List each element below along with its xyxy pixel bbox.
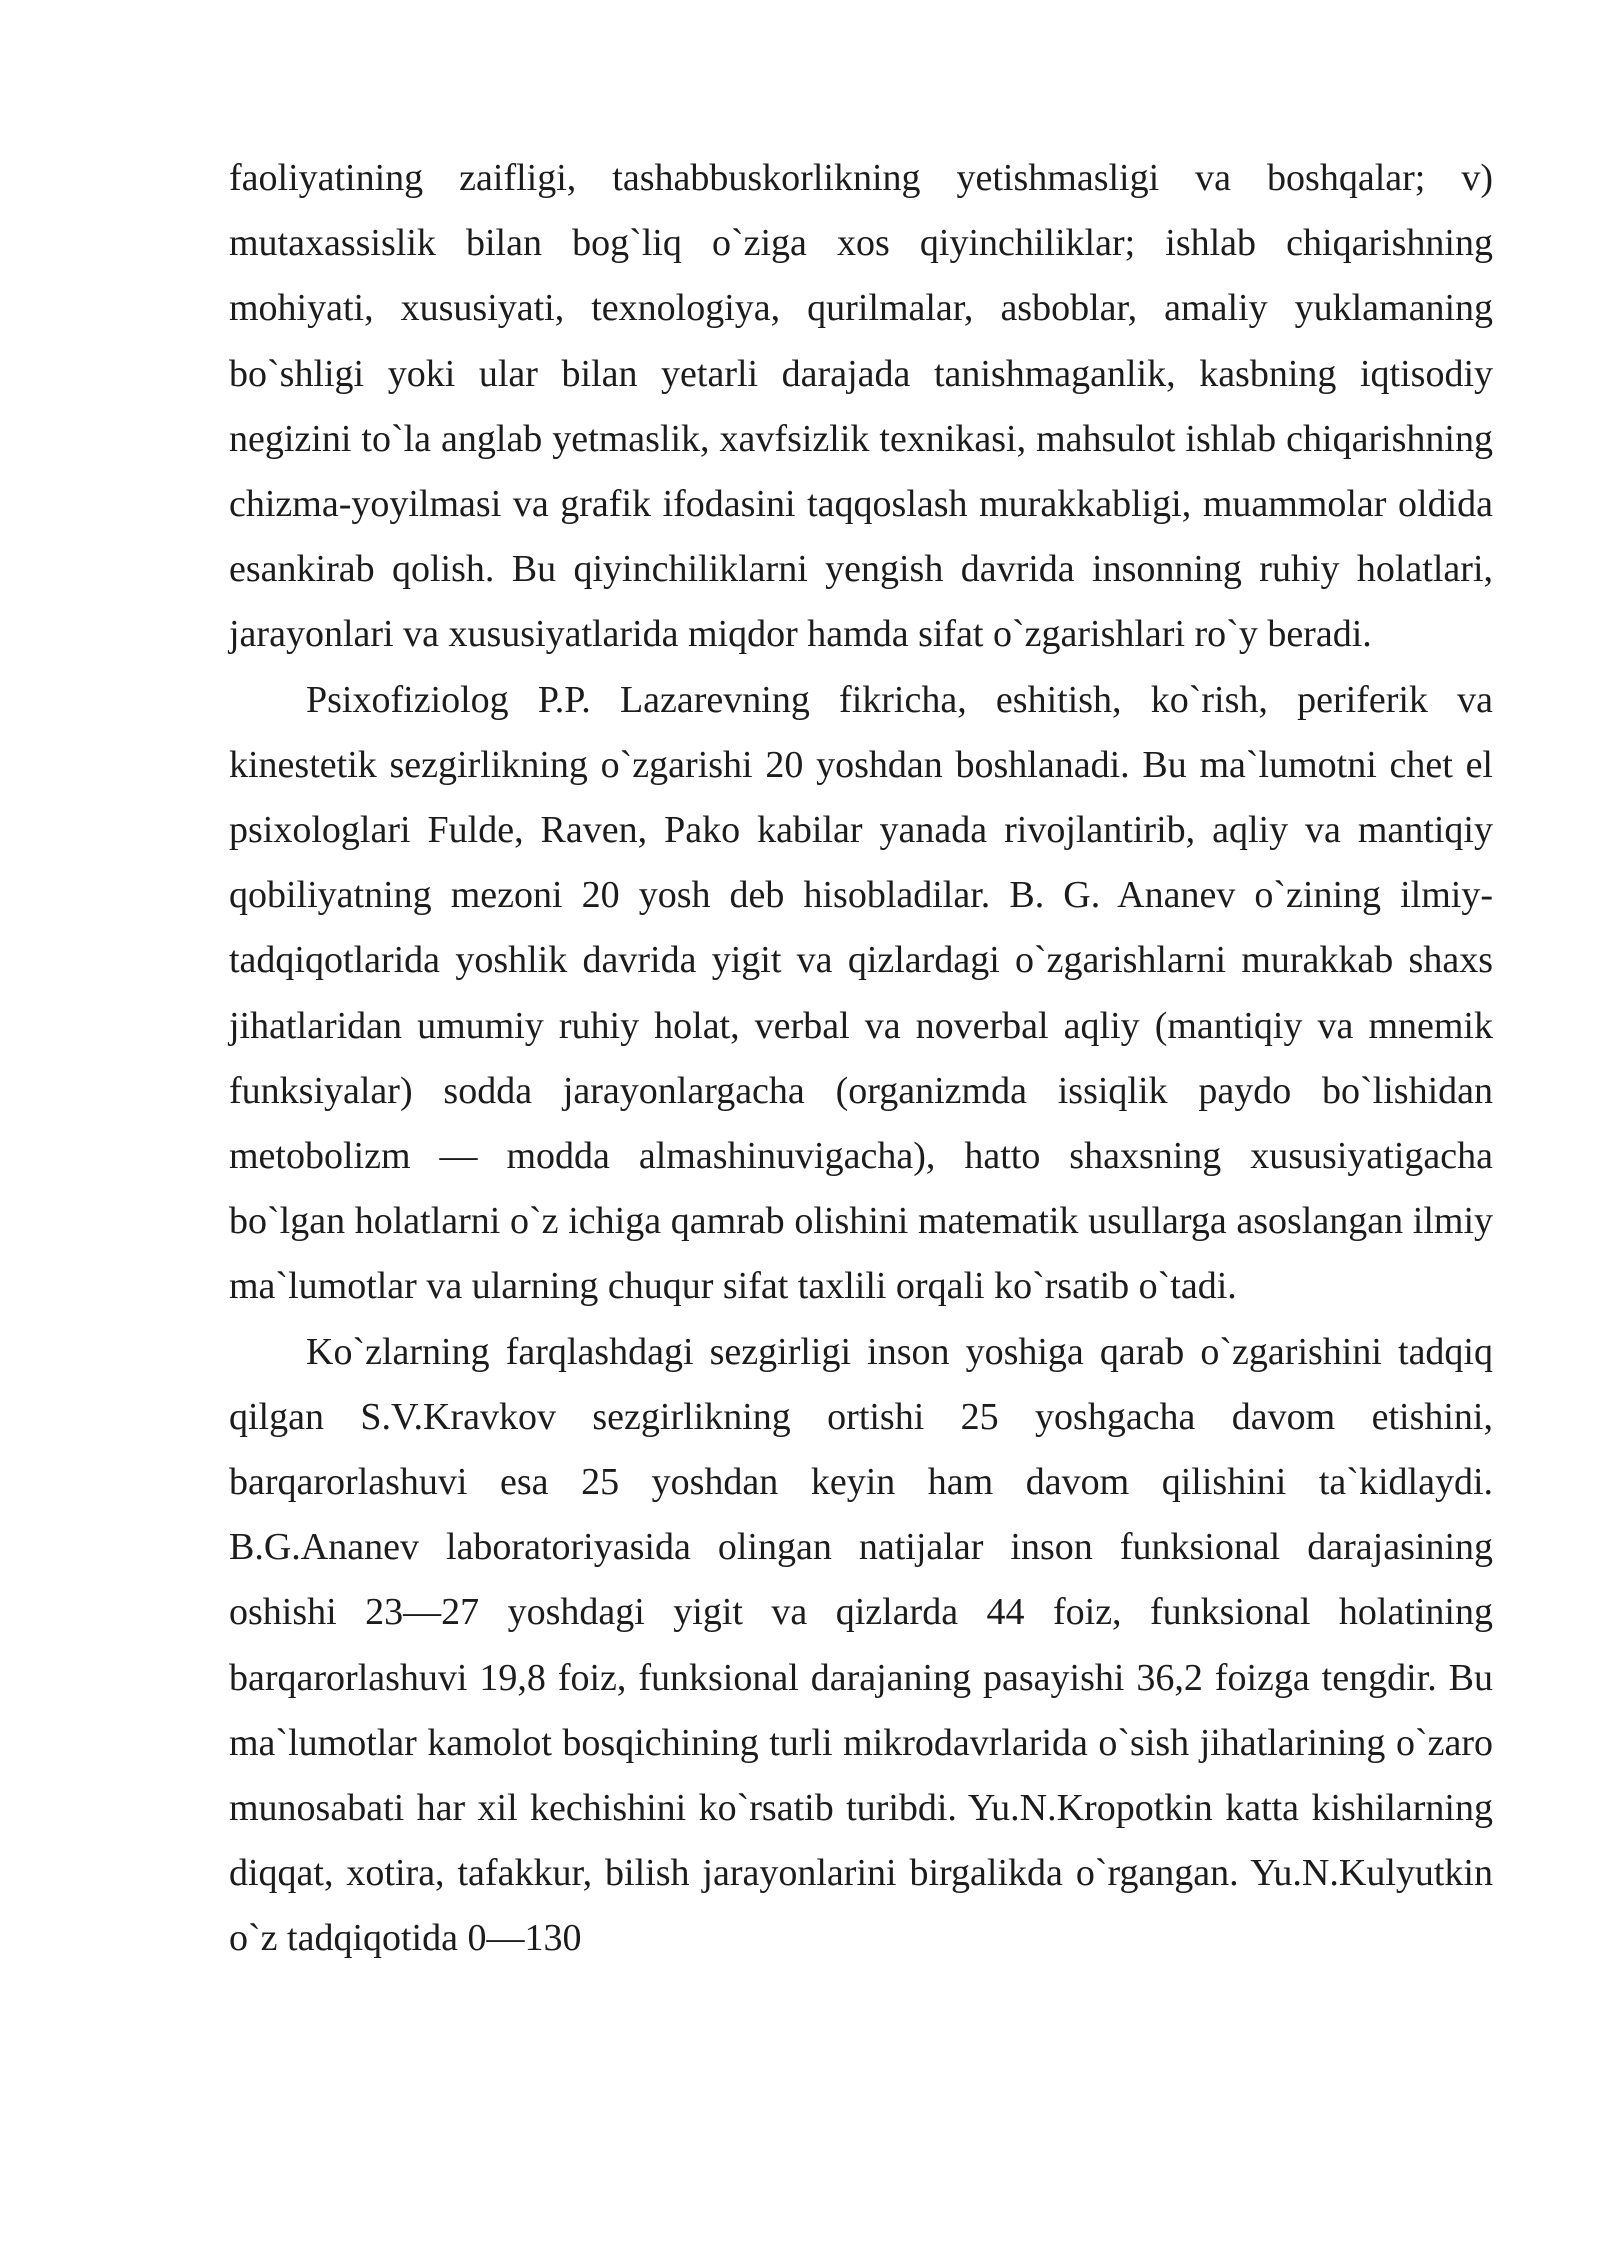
document-page [229,146,1493,1972]
paragraph-continuation: faoliyatining zaifligi, tashabbuskorlikning yetishmasligi va boshqalar; v) mutaxassislik bilan bog`liq o`ziga xos qiyinchiliklar; ishlab chiqarishning mohiyati, xususiyati, texnologiya, qurilmalar, asboblar, amaliy yuklamaning bo`shligi yoki ular bilan yetarli darajada tanishmaganlik, kasbning iqtisodiy negizini to`la anglab yetmaslik, xavfsizlik texnikasi, mahsulot ishlab chiqarishning chizma-yoyilmasi va grafik ifodasini taqqoslash murakkabligi, muammolar oldida esankirab qolish. Bu qiyinchiliklarni yengish davrida insonning ruhiy holatlari, jarayonlari va xususiyatlarida miqdor hamda sifat o`zgarishlari ro`y beradi. [229,157,1493,656]
paragraph-kravkov: Ko`zlarning farqlashdagi sezgirligi inson yoshiga qarab o`zgarishini tadqiq qilgan S.V.Kravkov sezgirlikning ortishi 25 yoshgacha davom etishini, barqarorlashuvi esa 25 yoshdan keyin ham davom qilishini ta`kidlaydi. B.G.Ananev laboratoriyasida olingan natijalar inson funksional darajasining oshishi 23—27 yoshdagi yigit va qizlarda 44 foiz, funksional holatining barqarorlashuvi 19,8 foiz, funksional darajaning pasayishi 36,2 foizga tengdir. Bu ma`lumotlar kamolot bosqichining turli mikrodavrlarida o`sish jihatlarining o`zaro munosabati har xil kechishini ko`rsatib turibdi. Yu.N.Kropotkin katta kishilarning diqqat, xotira, tafakkur, bilish jarayonlarini birgalikda o`rgangan. Yu.N.Kulyutkin o`z tadqiqotida 0—130 [229,1330,1493,1960]
paragraph-lazarev: Psixofiziolog P.P. Lazarevning fikricha, eshitish, ko`rish, periferik va kinestetik sezgirlikning o`zgarishi 20 yoshdan boshlanadi. Bu ma`lumotni chet el psixologlari Fulde, Raven, Pako kabilar yanada rivojlantirib, aqliy va mantiqiy qobiliyatning mezoni 20 yosh deb hisobladilar. B. G. Ananev o`zining ilmiy-tadqiqotlarida yoshlik davrida yigit va qizlardagi o`zgarishlarni murakkab shaxs jihatlaridan umumiy ruhiy holat, verbal va noverbal aqliy (mantiqiy va mnemik funksiyalar) sodda jarayonlargacha (organizmda issiqlik paydo bo`lishidan metobolizm — modda almashinuvigacha), hatto shaxsning xususiyatigacha bo`lgan holatlarni o`z ichiga qamrab olishini matematik usullarga asoslangan ilmiy ma`lumotlar va ularning chuqur sifat taxlili orqali ko`rsatib o`tadi. [229,678,1493,1308]
